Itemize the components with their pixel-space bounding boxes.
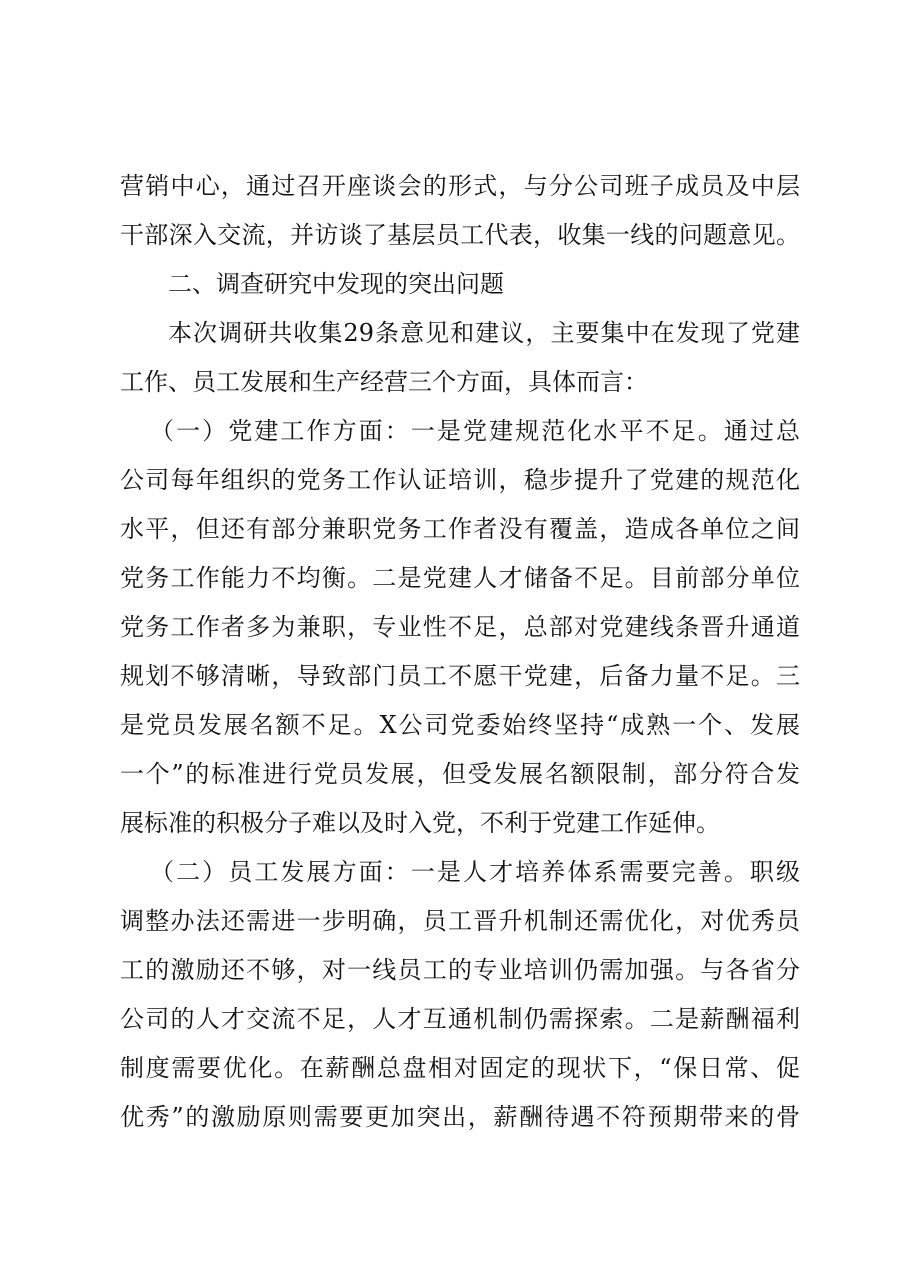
- paragraph-line: 优秀”的激励原则需要更加突出，薪酬待遇不符预期带来的骨: [120, 1103, 800, 1131]
- paragraph-line: 工作、员工发展和生产经营三个方面，具体而言：: [120, 368, 648, 396]
- paragraph-line: （二）员工发展方面：一是人才培养体系需要完善。职级: [150, 858, 800, 886]
- paragraph-line: 公司每年组织的党务工作认证培训，稳步提升了党建的规范化: [120, 466, 800, 494]
- paragraph-line: 党务工作者多为兼职，专业性不足，总部对党建线条晋升通道: [120, 613, 800, 641]
- paragraph-line: （一）党建工作方面：一是党建规范化水平不足。通过总: [150, 417, 800, 445]
- paragraph-line: 水平，但还有部分兼职党务工作者没有覆盖，造成各单位之间: [120, 515, 800, 543]
- paragraph-line: 规划不够清晰，导致部门员工不愿干党建，后备力量不足。三: [120, 662, 800, 690]
- paragraph-line: 一个”的标准进行党员发展，但受发展名额限制，部分符合发: [120, 760, 800, 788]
- paragraph-line: 本次调研共收集29条意见和建议，主要集中在发现了党建: [168, 319, 800, 347]
- paragraph-line: 干部深入交流，并访谈了基层员工代表，收集一线的问题意见。: [120, 221, 800, 249]
- paragraph-line: 制度需要优化。在薪酬总盘相对固定的现状下，“保日常、促: [120, 1054, 800, 1082]
- paragraph-line: 公司的人才交流不足，人才互通机制仍需探索。二是薪酬福利: [120, 1005, 800, 1033]
- paragraph-line: 党务工作能力不均衡。二是党建人才储备不足。目前部分单位: [120, 564, 800, 592]
- paragraph-line: 工的激励还不够，对一线员工的专业培训仍需加强。与各省分: [120, 956, 800, 984]
- paragraph-line: 是党员发展名额不足。X公司党委始终坚持“成熟一个、发展: [120, 711, 800, 739]
- paragraph-line: 展标准的积极分子难以及时入党，不利于党建工作延伸。: [120, 809, 720, 837]
- paragraph-line: 调整办法还需进一步明确，员工晋升机制还需优化，对优秀员: [120, 907, 800, 935]
- paragraph-line: 营销中心，通过召开座谈会的形式，与分公司班子成员及中层: [120, 172, 800, 200]
- section-heading: 二、调查研究中发现的突出问题: [168, 270, 504, 298]
